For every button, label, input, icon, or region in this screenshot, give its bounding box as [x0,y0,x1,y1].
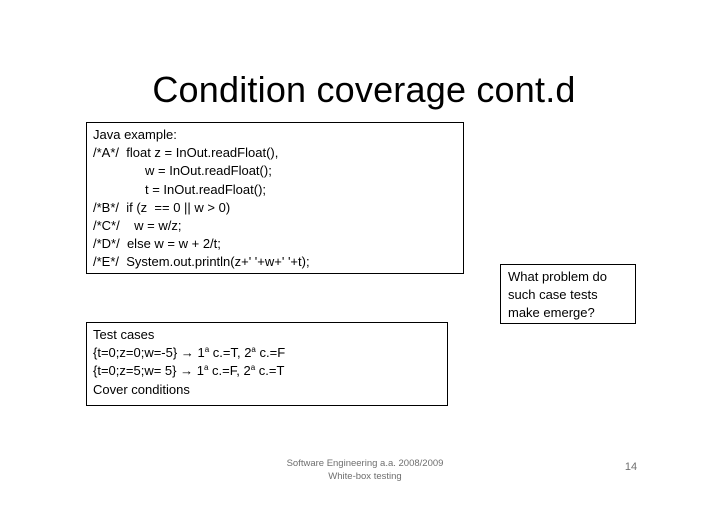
footer-topic: White-box testing [328,471,402,482]
test-case-row [93,362,441,380]
condition-1-result: c.=F, [208,363,244,379]
question-line: What problem do [508,269,607,284]
code-line: /*D*/ else w = w + 2/t; [93,236,221,252]
condition-2-number: 2 [243,363,251,379]
right-arrow-icon: → [180,345,194,361]
slide-title: Condition coverage cont.d [152,69,576,110]
code-example-box [86,122,464,274]
test-cases-footer: Cover conditions [93,381,190,397]
condition-1-superscript: a [203,363,209,373]
test-case-row [93,344,441,362]
code-line: Java example: [93,127,177,142]
question-line: make emerge? [508,305,595,320]
footer-course: Software Engineering a.a. 2008/2009 [286,458,444,469]
test-cases-box [86,322,448,406]
code-line: /*A*/ float z = InOut.readFloat(), [93,145,279,161]
code-line: w = InOut.readFloat(); [145,163,272,179]
condition-2-superscript: a [251,345,256,355]
condition-2-superscript: a [250,363,256,373]
condition-1-superscript: a [204,345,210,355]
right-arrow-icon: → [180,363,194,379]
condition-2-result: c.=F [255,345,286,361]
condition-1-number: 1 [196,363,204,379]
question-callout [500,264,636,324]
test-cases-header: Test cases [93,327,155,342]
question-line: such case tests [508,287,598,302]
condition-1-number: 1 [197,345,205,361]
test-input: {t=0;z=5;w= 5} [93,363,177,379]
code-line: /*C*/ w = w/z; [93,218,182,234]
page-number: 14 [624,461,638,473]
code-line: /*B*/ if (z == 0 || w > 0) [93,199,231,215]
condition-1-result: c.=T, [209,345,245,361]
test-input: {t=0;z=0;w=-5} [93,345,178,361]
slide-footer [260,457,470,483]
code-line: t = InOut.readFloat(); [145,181,267,197]
condition-2-number: 2 [244,345,252,361]
code-line: /*E*/ System.out.println(z+' '+w+' '+t); [93,254,310,270]
condition-2-result: c.=T [255,363,285,379]
